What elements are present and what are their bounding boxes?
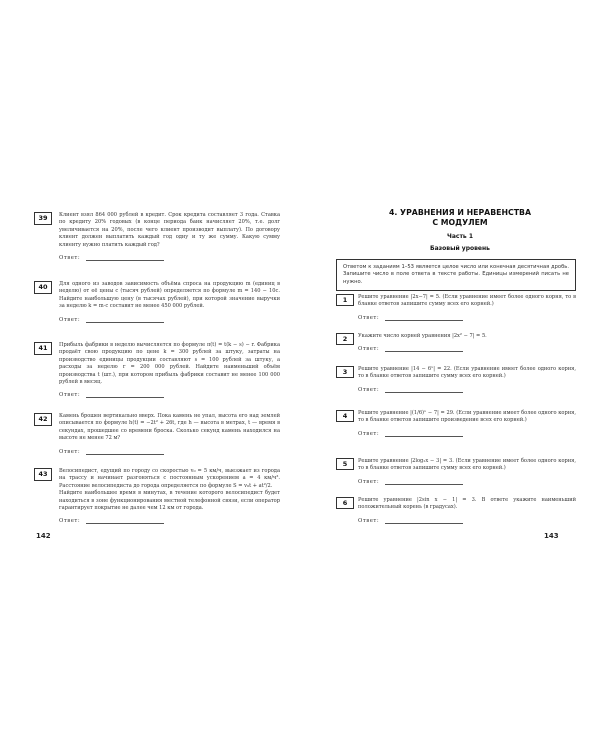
problem-number: 5 — [336, 458, 354, 470]
answer-field — [59, 449, 280, 455]
answer-line[interactable] — [86, 392, 164, 398]
instruction-box: Ответом к заданиям 1–53 является целое число или конечная десятичная дробь. Запишите число в поле ответа в тексте работы. Единицы измерений писать не нужно. — [336, 259, 576, 291]
page-number: 143 — [544, 532, 559, 540]
problem-39 — [34, 212, 280, 261]
answer-field — [358, 431, 576, 437]
problem-42 — [34, 413, 280, 455]
answer-line[interactable] — [86, 449, 164, 455]
problem-number: 40 — [34, 281, 52, 294]
answer-line[interactable] — [86, 518, 164, 524]
answer-label: Ответ: — [59, 255, 81, 262]
answer-label: Ответ: — [59, 518, 81, 525]
problem-number: 42 — [34, 413, 52, 426]
answer-label: Ответ: — [358, 386, 380, 393]
problem-40 — [34, 281, 280, 323]
problem-43 — [34, 468, 280, 524]
problem-1 — [336, 294, 576, 321]
answer-field — [358, 518, 576, 524]
answer-field — [358, 479, 576, 485]
problem-number: 6 — [336, 497, 354, 509]
answer-label: Ответ: — [358, 314, 380, 321]
problem-text: Решите уравнение |2sin x − 1| = 3. В ответе укажите наименьший положительный корень (в градусах). — [358, 497, 576, 511]
problem-2 — [336, 333, 576, 352]
answer-label: Ответ: — [59, 448, 81, 455]
answer-line[interactable] — [86, 255, 164, 261]
problem-text: Укажите число корней уравнения |2x² − 7| = 5. — [358, 333, 487, 339]
answer-line[interactable] — [385, 518, 463, 524]
chapter-title-line: С МОДУЛЕМ — [432, 218, 488, 227]
page-number: 142 — [36, 532, 51, 540]
problem-41 — [34, 342, 280, 398]
answer-field — [59, 518, 280, 524]
chapter-title-line: 4. УРАВНЕНИЯ И НЕРАВЕНСТВА — [388, 208, 532, 217]
answer-field — [358, 346, 576, 352]
problem-text: Решите уравнение |14 − 6ˣ| = 22. (Если уравнение имеет более одного корня, то в бланке ответов запишите сумму всех его корней.) — [358, 366, 576, 380]
problem-number: 2 — [336, 333, 354, 345]
problem-number: 4 — [336, 410, 354, 422]
answer-field — [59, 255, 280, 261]
problem-text: Клиент взял 864 000 рублей в кредит. Срок кредита составляет 3 года. Ставка по кредиту 20% годовых (в конце периода банк начисляет 20%, т.е. долг увеличивается на 20%, после чего клиент производит выплату). По договору клиент должен выплатить каждый год одну и ту же сумму. Какую сумму клиенту нужно платить каждый год? — [59, 212, 280, 248]
problem-number: 1 — [336, 294, 354, 306]
answer-line[interactable] — [385, 315, 463, 321]
answer-line[interactable] — [385, 479, 463, 485]
problem-5 — [336, 458, 576, 485]
answer-field — [358, 387, 576, 393]
answer-label: Ответ: — [358, 430, 380, 437]
problem-text: Прибыль фабрики в неделю вычисляется по формуле π(t) = t(k − s) − r. Фабрика продаёт свою продукцию по цене k = 300 рублей за штуку, затраты на производство единицы продукции составляют s = 100 рублей за штуку, а расходы за неделю r = 200 000 рублей. Найдите наименьший объём производства t (шт.), при котором прибыль фабрики составит не менее 100 000 рублей в месяц. — [59, 342, 280, 386]
answer-label: Ответ: — [59, 392, 81, 399]
answer-field — [59, 317, 280, 323]
right-page — [300, 0, 600, 750]
answer-line[interactable] — [385, 387, 463, 393]
problem-text: Решите уравнение |2x−7| = 5. (Если уравнение имеет более одного корня, то в бланке ответов запишите сумму всех его корней.) — [358, 294, 576, 308]
problem-6 — [336, 497, 576, 524]
answer-line[interactable] — [385, 431, 463, 437]
problem-number: 43 — [34, 468, 52, 481]
answer-field — [358, 315, 576, 321]
problem-text: Велосипедист, едущий по городу со скоростью v₀ = 5 км/ч, выезжает из города на трассу и начинает разгоняться с постоянным ускорением a = 4 км/ч². Расстояние велосипедиста до города определяется по формуле S = v₀t + at²/2. — [59, 468, 280, 489]
problem-text: Решите уравнение |(1/6)ˣ − 7| = 29. (Если уравнение имеет более одного корня, то в бланке ответов запишите произведение всех его корней.) — [358, 410, 576, 424]
problem-text: Решите уравнение |2log₂x − 3| = 3. (Если уравнение имеет более одного корня, то в бланке ответов запишите сумму всех его корней.) — [358, 458, 576, 472]
problem-number: 39 — [34, 212, 52, 225]
answer-line[interactable] — [86, 317, 164, 323]
part-title: Часть 1 — [447, 233, 473, 240]
answer-label: Ответ: — [358, 478, 380, 485]
problem-number: 3 — [336, 366, 354, 378]
chapter-title — [360, 208, 560, 228]
problem-number: 41 — [34, 342, 52, 355]
problem-text: Найдите наибольшее время в минутах, в течение которого велосипедист будет находиться в зоне функционирования местной телефонной связи, если оператор гарантирует покрытие не далее чем 12 км от города. — [59, 490, 280, 512]
problem-3 — [336, 366, 576, 393]
level-title: Базовый уровень — [430, 245, 490, 252]
answer-label: Ответ: — [358, 517, 380, 524]
problem-text: Для одного из заводов зависимость объёма спроса на продукцию m (единиц в неделю) от её цены c (тысяч рублей) определяется по формуле m = 140 − 10c. Найдите наибольшую цену (в тысячах рублей), при которой значение выручки за неделю k = m·c составит не менее 450 000 рублей. — [59, 281, 280, 310]
answer-field — [59, 392, 280, 398]
answer-label: Ответ: — [358, 346, 380, 353]
answer-line[interactable] — [385, 346, 463, 352]
problem-4 — [336, 410, 576, 437]
answer-label: Ответ: — [59, 316, 81, 323]
problem-text: Камень брошен вертикально вверх. Пока камень не упал, высота его над землей описывается по формуле h(t) = −2t² + 26t, где h — высота в метрах, t — время в секундах, прошедшее со времени броска. Сколько секунд камень находился на высоте не менее 72 м? — [59, 413, 280, 442]
